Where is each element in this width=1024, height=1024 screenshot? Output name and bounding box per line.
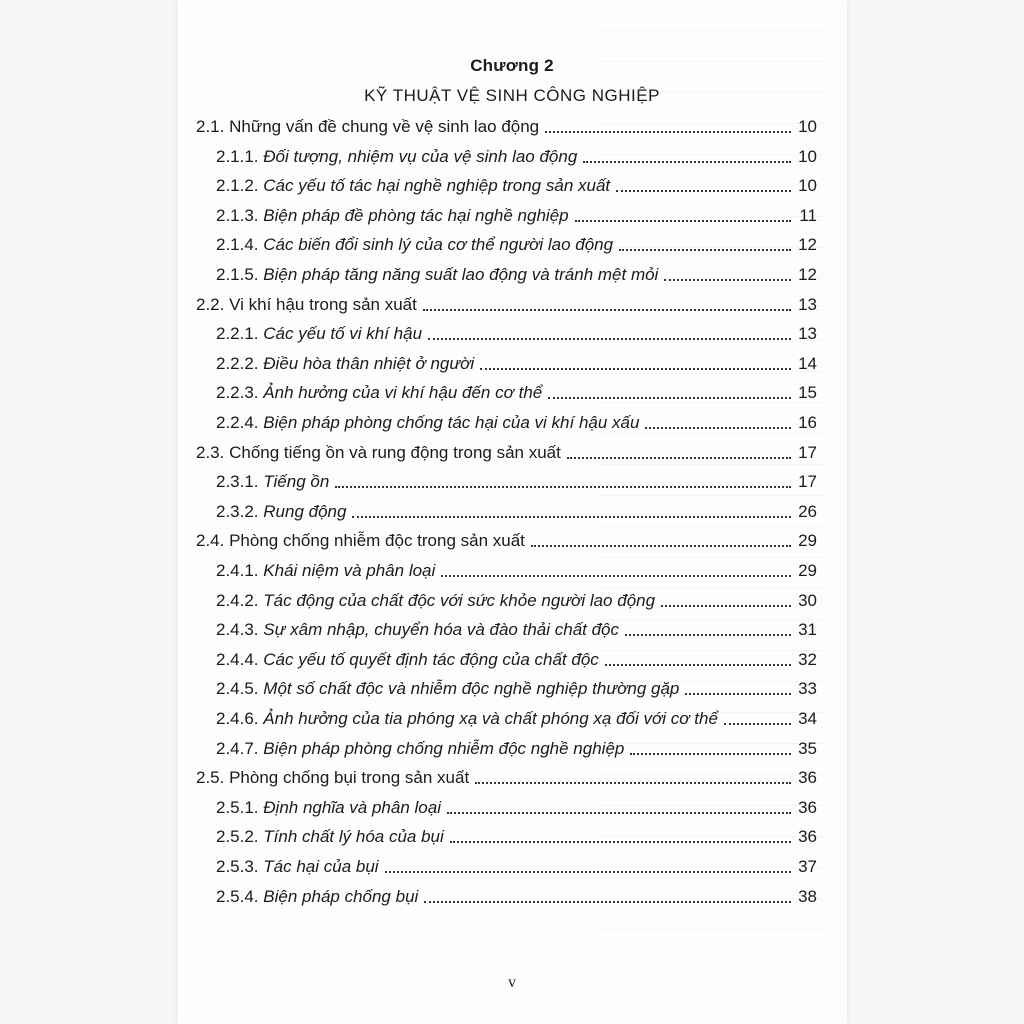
chapter-label: Chương 2 — [470, 56, 554, 75]
toc-entry-title: Tác hại của bụi — [263, 857, 379, 876]
toc-page-number: 36 — [798, 827, 817, 847]
dot-leader — [625, 634, 791, 636]
toc-entry-number: 2.3.1. — [216, 472, 259, 492]
toc-page-number: 15 — [798, 383, 817, 403]
toc-page-number: 14 — [798, 353, 817, 373]
dot-leader — [605, 664, 791, 666]
toc-entry-number: 2.4.4. — [216, 649, 259, 669]
dot-leader — [645, 427, 791, 429]
dot-leader — [664, 279, 791, 281]
toc-entry-number: 2.4.1. — [216, 561, 259, 580]
toc-entry-number: 2.1. — [196, 117, 225, 136]
toc-section-row — [196, 112, 817, 138]
dot-leader — [661, 605, 791, 607]
toc-page-number: 37 — [798, 857, 817, 876]
toc-page-number: 17 — [798, 472, 817, 492]
page-folio: v — [508, 974, 516, 991]
toc-subsection-row — [216, 615, 817, 641]
toc-entry-title: Các yếu tố vi khí hậu — [263, 324, 423, 344]
dot-leader — [630, 753, 791, 755]
toc-entry-number: 2.5.3. — [216, 857, 259, 876]
toc-entry-title: Những vấn đề chung về vệ sinh lao động — [229, 117, 540, 136]
dot-leader — [575, 220, 791, 222]
toc-entry-number: 2.4.7. — [216, 738, 259, 758]
toc-entry-title: Ảnh hưởng của vi khí hậu đến cơ thể — [263, 383, 543, 403]
toc-entry-number: 2.4.6. — [216, 709, 259, 728]
toc-subsection-row — [216, 319, 817, 345]
toc-page-number: 30 — [798, 590, 817, 610]
dot-leader — [583, 161, 791, 163]
dot-leader — [424, 901, 791, 903]
toc-page-number: 13 — [798, 324, 817, 344]
toc-entry-title: Định nghĩa và phân loại — [263, 797, 441, 817]
toc-entry-title: Các yếu tố quyết định tác động của chất độc — [263, 649, 599, 669]
dot-leader — [616, 190, 791, 192]
toc-subsection-row — [216, 497, 817, 523]
dot-leader — [475, 782, 791, 784]
toc-subsection-row — [216, 201, 817, 227]
toc-entry-title: Tính chất lý hóa của bụi — [263, 827, 444, 847]
toc-entry-title: Tiếng ồn — [263, 472, 330, 492]
dot-leader — [447, 812, 791, 814]
toc-entry-number: 2.2.3. — [216, 383, 259, 403]
toc-page-number: 17 — [798, 442, 817, 462]
toc-subsection-row — [216, 704, 817, 730]
toc-page-number: 10 — [798, 146, 817, 166]
dot-leader — [567, 457, 791, 459]
toc-subsection-row — [216, 793, 817, 819]
toc-entry-title: Biện pháp phòng chống nhiễm độc nghề nghiệp — [263, 738, 625, 758]
toc-entry-number: 2.4.3. — [216, 620, 259, 640]
toc-entry-number: 2.1.5. — [216, 265, 259, 284]
toc-page-number: 12 — [798, 235, 817, 255]
dot-leader — [352, 516, 791, 518]
toc-entry-title: Tác động của chất độc với sức khỏe người lao động — [263, 590, 656, 610]
dot-leader — [619, 249, 791, 251]
dot-leader — [450, 841, 791, 843]
toc-entry-number: 2.5.1. — [216, 797, 259, 817]
toc-entry-number: 2.4. — [196, 531, 225, 551]
toc-entry-title: Khái niệm và phân loại — [263, 561, 436, 580]
toc-subsection-row — [216, 260, 817, 286]
toc-page-number: 32 — [798, 649, 817, 669]
toc-subsection-row — [216, 852, 817, 878]
toc-page-number: 29 — [798, 561, 817, 580]
chapter-title: KỸ THUẬT VỆ SINH CÔNG NGHIỆP — [364, 86, 660, 105]
toc-entry-number: 2.5. — [196, 768, 225, 788]
toc-entry-number: 2.2.2. — [216, 353, 259, 373]
toc-page-number: 29 — [798, 531, 817, 551]
dot-leader — [685, 693, 791, 695]
toc-subsection-row — [216, 882, 817, 908]
toc-entry-number: 2.1.2. — [216, 176, 259, 196]
dot-leader — [385, 871, 791, 873]
toc-entry-number: 2.4.5. — [216, 679, 259, 699]
toc-page-number: 38 — [798, 886, 817, 906]
dot-leader — [724, 723, 791, 725]
toc-page-number: 36 — [798, 768, 817, 788]
toc-page-number: 10 — [798, 176, 817, 196]
toc-entry-number: 2.2.1. — [216, 324, 259, 344]
toc-entry-number: 2.5.4. — [216, 886, 259, 906]
toc-page-number: 16 — [798, 413, 817, 432]
toc-page-number: 13 — [798, 294, 817, 314]
toc-section-row — [196, 526, 817, 552]
toc-page-number: 31 — [798, 620, 817, 640]
toc-entry-title: Sự xâm nhập, chuyển hóa và đào thải chất độc — [263, 620, 620, 640]
toc-subsection-row — [216, 408, 817, 434]
toc-subsection-row — [216, 378, 817, 404]
toc-subsection-row — [216, 171, 817, 197]
toc-entry-number: 2.1.4. — [216, 235, 259, 255]
toc-subsection-row — [216, 230, 817, 256]
toc-page-number: 26 — [798, 501, 817, 521]
toc-entry-title: Một số chất độc và nhiễm độc nghề nghiệp thường gặp — [263, 679, 680, 699]
toc-page-number: 10 — [798, 117, 817, 136]
toc-entry-number: 2.3.2. — [216, 501, 259, 521]
toc-subsection-row — [216, 467, 817, 493]
toc-section-row — [196, 763, 817, 789]
toc-entry-title: Điều hòa thân nhiệt ở người — [263, 353, 475, 373]
toc-subsection-row — [216, 349, 817, 375]
toc-entry-title: Phòng chống nhiễm độc trong sản xuất — [229, 531, 525, 551]
toc-entry-number: 2.2. — [196, 294, 225, 314]
toc-entry-title: Đối tượng, nhiệm vụ của vệ sinh lao động — [263, 146, 578, 166]
toc-entry-number: 2.4.2. — [216, 590, 259, 610]
toc-page-number: 33 — [798, 679, 817, 699]
toc-entry-title: Biện pháp đề phòng tác hại nghề nghiệp — [263, 205, 569, 225]
toc-entry-number: 2.3. — [196, 442, 225, 462]
dot-leader — [423, 309, 791, 311]
toc-page-number: 36 — [798, 797, 817, 817]
toc-page-number: 12 — [798, 265, 817, 284]
toc-subsection-row — [216, 142, 817, 168]
toc-entry-number: 2.1.3. — [216, 205, 259, 225]
dot-leader — [335, 486, 791, 488]
toc-entry-title: Các biến đổi sinh lý của cơ thể người lao động — [263, 235, 614, 255]
dot-leader — [480, 368, 791, 370]
toc-page-number: 35 — [798, 738, 817, 758]
toc-entry-number: 2.2.4. — [216, 413, 259, 432]
toc-entry-title: Phòng chống bụi trong sản xuất — [229, 768, 470, 788]
toc-section-row — [196, 438, 817, 464]
toc-entry-title: Biện pháp phòng chống tác hại của vi khí hậu xấu — [263, 413, 640, 432]
toc-entry-title: Biện pháp chống bụi — [263, 886, 419, 906]
toc-subsection-row — [216, 556, 817, 582]
toc-section-row — [196, 290, 817, 316]
toc-subsection-row — [216, 586, 817, 612]
toc-page-number: 11 — [799, 205, 817, 225]
toc-entry-title: Các yếu tố tác hại nghề nghiệp trong sản xuất — [263, 176, 611, 196]
toc-subsection-row — [216, 645, 817, 671]
toc-entry-number: 2.5.2. — [216, 827, 259, 847]
dot-leader — [545, 131, 791, 133]
toc-entry-title: Ảnh hưởng của tia phóng xạ và chất phóng xạ đối với cơ thể — [263, 709, 718, 728]
toc-subsection-row — [216, 674, 817, 700]
toc-entry-title: Rung động — [263, 501, 347, 521]
dot-leader — [428, 338, 791, 340]
dot-leader — [531, 545, 791, 547]
toc-subsection-row — [216, 734, 817, 760]
dot-leader — [548, 397, 791, 399]
toc-page-number: 34 — [798, 709, 817, 728]
toc-entry-number: 2.1.1. — [216, 146, 259, 166]
toc-entry-title: Chống tiếng ồn và rung động trong sản xuất — [229, 442, 561, 462]
toc-subsection-row — [216, 822, 817, 848]
dot-leader — [441, 575, 791, 577]
toc-entry-title: Vi khí hậu trong sản xuất — [229, 294, 417, 314]
toc-entry-title: Biện pháp tăng năng suất lao động và tránh mệt mỏi — [263, 265, 659, 284]
